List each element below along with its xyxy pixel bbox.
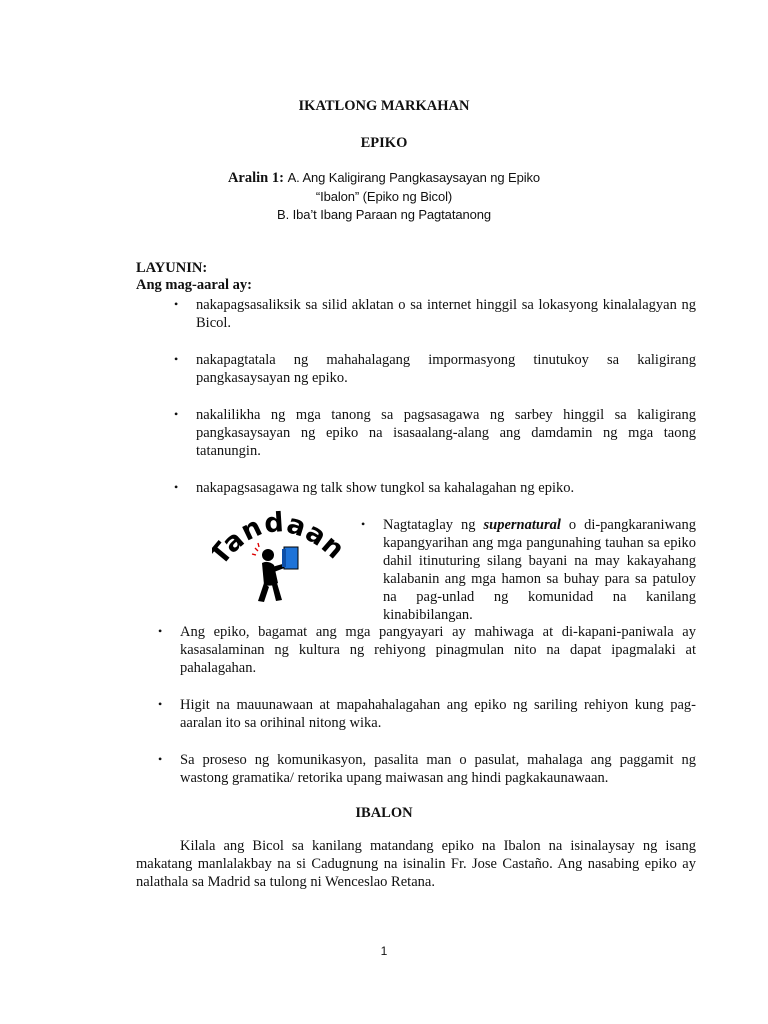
objective-item: nakalilikha ng mga tanong sa pagsasagawa ng sarbey hinggil sa kaligirang pangkasaysayan ng epiko na isasaalang-alang ang damdamin ng mga taong tatanungin. xyxy=(196,407,696,459)
tandaan-clipart xyxy=(212,505,342,610)
bullet-dot: • xyxy=(158,752,163,766)
bullet-dot: • xyxy=(174,407,179,421)
objective-item: nakapagtatala ng mahahalagang impormasyong tinutukoy sa kaligirang pangkasaysayan ng epiko. xyxy=(196,352,696,386)
bullet-dot: • xyxy=(174,297,179,311)
objective-item: nakapagsasagawa ng talk show tungkol sa kahalagahan ng epiko. xyxy=(196,480,575,496)
bullet-dot: • xyxy=(361,517,366,531)
lesson-label: Aralin 1: xyxy=(227,170,284,186)
tandaan-point: Higit na mauunawaan at mapahahalagahan ang epiko ng sariling rehiyon kung pag-aaralan ito sa orihinal nitong wika. xyxy=(180,697,696,731)
lesson-title-a2: “Ibalon” (Epiko ng Bicol) xyxy=(315,189,453,204)
ibalon-title: IBALON xyxy=(355,805,413,821)
page-number: 1 xyxy=(380,944,388,958)
svg-text:Tandaan xyxy=(212,507,342,571)
tandaan-point: Ang epiko, bagamat ang mga pangyayari ay mahiwaga at di-kapani-paniwala ay kasasalaminan ng kultura ng rehiyong pinagmulan nito na dapat ipagmalaki at pahalagahan. xyxy=(180,624,696,676)
ibalon-paragraph: Kilala ang Bicol sa kanilang matandang epiko na Ibalon na isinalaysay ng isang makatang manlalakbay na si Cadugnung na isinalin Fr. Jose Castaño. Ang nasabing epiko ay nalathala sa Madrid sa tulong ni Wenceslao Retana. xyxy=(136,838,696,890)
term-heading: IKATLONG MARKAHAN xyxy=(298,98,470,114)
tandaan-point: Sa proseso ng komunikasyon, pasalita man o pasulat, mahalaga ang paggamit ng wastong gramatika/ retorika upang maiwasan ang hindi pagkakaunawaan. xyxy=(180,752,696,786)
bullet-dot: • xyxy=(158,624,163,638)
tandaan-graphic xyxy=(212,505,342,610)
tandaan-first-point xyxy=(383,516,696,624)
first-point-text: Nagtataglay ng xyxy=(383,517,484,533)
bullet-dot: • xyxy=(174,480,179,494)
tandaan-word: andaa xyxy=(216,507,333,560)
topic-heading: EPIKO xyxy=(360,135,408,151)
bullet-dot: • xyxy=(174,352,179,366)
objectives-title: LAYUNIN: xyxy=(136,260,208,276)
objectives-subtitle: Ang mag-aaral ay: xyxy=(136,277,252,293)
lesson-title-a: A. Ang Kaligirang Pangkasaysayan ng Epiko xyxy=(287,170,541,185)
lesson-line-a xyxy=(0,170,768,187)
bullet-dot: • xyxy=(158,697,163,711)
first-point-text-cont: o di-pangkaraniwang kapangyarihan ang mga pangunahing tauhan sa epiko dahil itinuturing silang bayani na may kakayahang kalabanin ang mga hamon sa buhay para sa patuloy na pag-unlad ng komunidad na kanilang kinabibilangan. xyxy=(383,517,696,623)
reading-person-icon xyxy=(252,543,298,602)
objective-item: nakapagsasaliksik sa silid aklatan o sa internet hinggil sa lokasyong kinalalagyan ng Bicol. xyxy=(196,297,696,331)
first-point-emphasis: supernatural xyxy=(483,517,561,533)
lesson-title-b: B. Iba’t Ibang Paraan ng Pagtatanong xyxy=(277,207,491,222)
